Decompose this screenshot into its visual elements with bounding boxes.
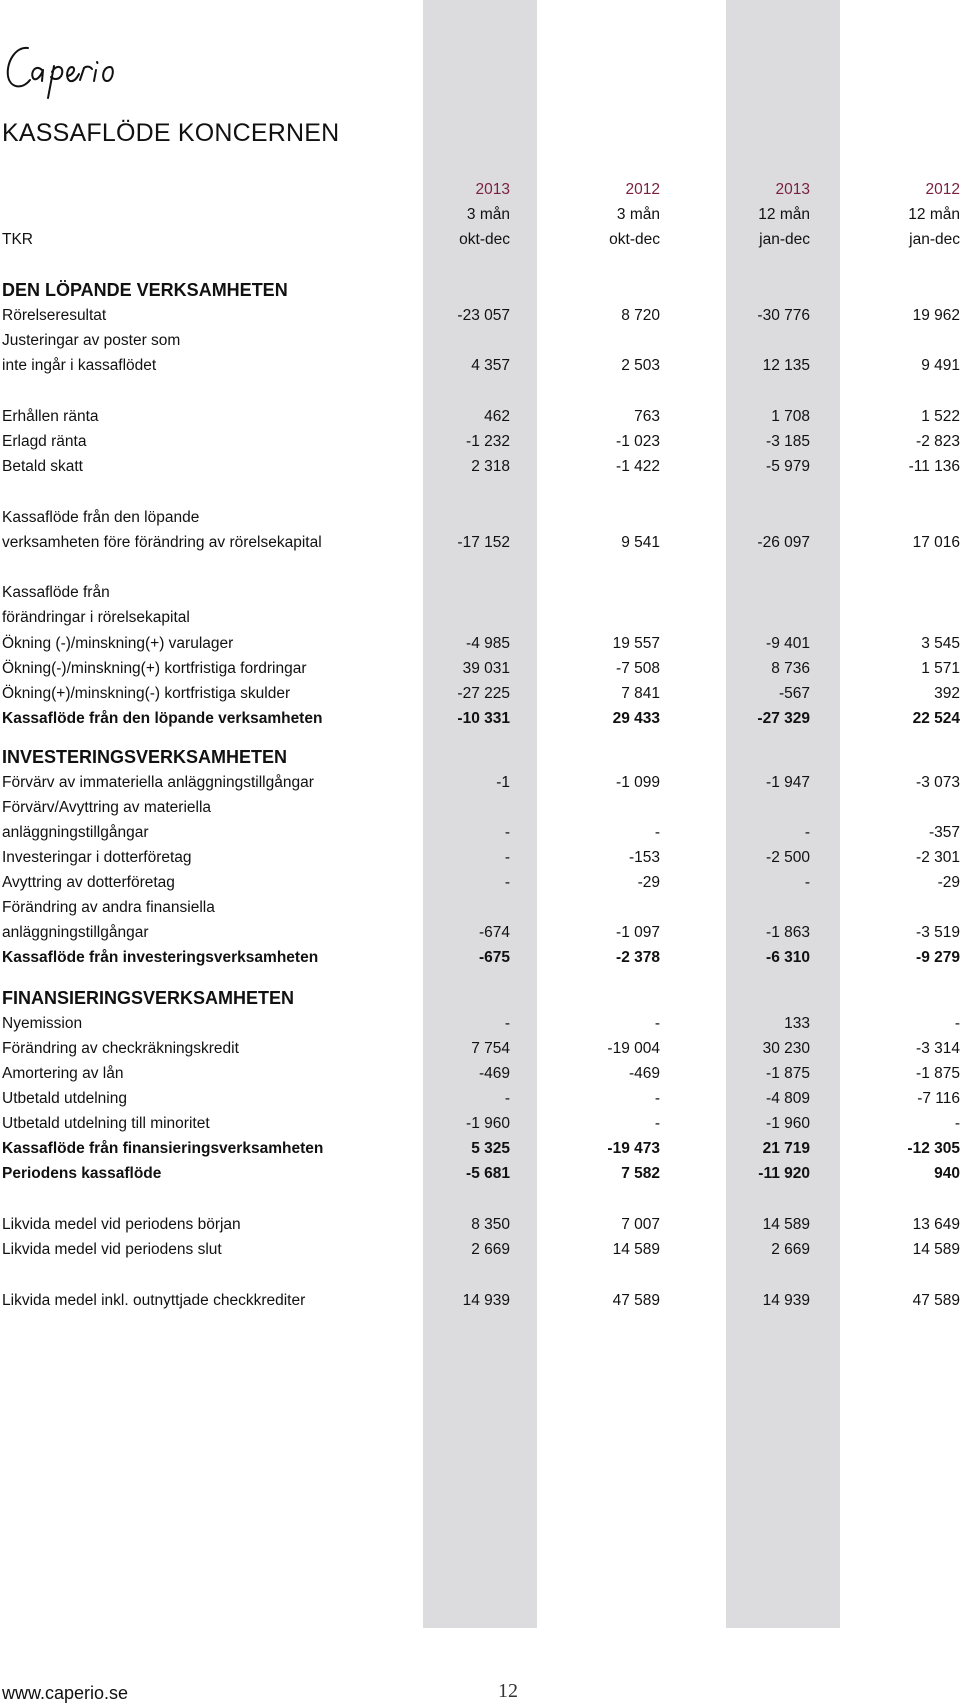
table-row	[0, 405, 960, 430]
row-label: Likvida medel vid periodens början	[2, 1216, 241, 1233]
row-value: -1 422	[616, 458, 660, 475]
section-heading	[0, 279, 960, 304]
table-row	[0, 896, 960, 921]
table-row	[0, 1137, 960, 1162]
row-value: -469	[478, 1065, 510, 1082]
row-label: Ökning(+)/minskning(-) kortfristiga skulder	[2, 685, 291, 702]
row-label: Kassaflöde från investeringsverksamheten	[2, 949, 319, 966]
row-value: -12 305	[907, 1140, 960, 1157]
header-period: okt-dec	[459, 231, 510, 248]
row-value: 392	[934, 685, 960, 702]
table-row	[0, 1062, 960, 1087]
row-label: Kassaflöde från	[2, 584, 110, 601]
row-value: 3 545	[921, 635, 960, 652]
row-value: -5 979	[766, 458, 810, 475]
table-row	[0, 304, 960, 329]
row-value: 39 031	[462, 660, 510, 677]
unit-label: TKR	[2, 231, 33, 248]
row-value: 47 589	[912, 1292, 960, 1309]
row-value: 47 589	[612, 1292, 660, 1309]
row-value: -19 473	[607, 1140, 660, 1157]
table-row	[0, 1112, 960, 1137]
table-row	[0, 946, 960, 971]
row-value: 8 720	[621, 307, 660, 324]
table-row	[0, 1213, 960, 1238]
table-row	[0, 329, 960, 354]
row-value: -27 329	[757, 710, 810, 727]
row-label: Förändring av andra finansiella	[2, 899, 215, 916]
row-label: Kassaflöde från den löpande verksamheten	[2, 710, 323, 727]
row-value: -2 823	[916, 433, 960, 450]
row-value: -1 947	[766, 774, 810, 791]
row-value: 8 350	[471, 1216, 510, 1233]
row-value: 1 708	[771, 408, 810, 425]
row-value: -23 057	[457, 307, 510, 324]
table-row	[0, 1012, 960, 1037]
row-value: 8 736	[771, 660, 810, 677]
row-value: -675	[478, 949, 510, 966]
row-label: Ökning (-)/minskning(+) varulager	[2, 635, 234, 652]
row-label: anläggningstillgångar	[2, 924, 149, 941]
header-months-row	[0, 203, 960, 228]
table-row	[0, 657, 960, 682]
row-value: -	[954, 1015, 960, 1032]
table-row	[0, 796, 960, 821]
row-value: 4 357	[471, 357, 510, 374]
row-value: -1 099	[616, 774, 660, 791]
row-value: -	[504, 1090, 510, 1107]
row-value: 2 669	[771, 1241, 810, 1258]
row-value: -9 279	[916, 949, 960, 966]
table-row	[0, 632, 960, 657]
header-period: jan-dec	[759, 231, 810, 248]
table-row	[0, 1289, 960, 1314]
header-months: 3 mån	[616, 206, 660, 223]
row-value: -1 863	[766, 924, 810, 941]
page-title: KASSAFLÖDE KONCERNEN	[2, 119, 340, 147]
row-value: -	[804, 824, 810, 841]
table-row	[0, 354, 960, 379]
row-label: Rörelseresultat	[2, 307, 107, 324]
row-label: Nyemission	[2, 1015, 83, 1032]
table-row	[0, 1162, 960, 1187]
row-value: 1 571	[921, 660, 960, 677]
header-months: 12 mån	[908, 206, 960, 223]
row-value: -10 331	[457, 710, 510, 727]
row-value: 19 557	[612, 635, 660, 652]
row-value: -17 152	[457, 534, 510, 551]
table-row	[0, 871, 960, 896]
row-value: -30 776	[757, 307, 810, 324]
row-label: Betald skatt	[2, 458, 83, 475]
row-value: -1 960	[766, 1115, 810, 1132]
row-label: Utbetald utdelning till minoritet	[2, 1115, 210, 1132]
row-value: -4 985	[466, 635, 510, 652]
row-label: Kassaflöde från finansieringsverksamheten	[2, 1140, 324, 1157]
row-value: -	[654, 1090, 660, 1107]
row-label: Förvärv av immateriella anläggningstillgångar	[2, 774, 314, 791]
row-value: -	[654, 824, 660, 841]
row-value: 7 007	[621, 1216, 660, 1233]
row-value: -29	[937, 874, 960, 891]
row-value: 17 016	[912, 534, 960, 551]
table-row	[0, 606, 960, 631]
row-value: -3 185	[766, 433, 810, 450]
row-value: -357	[928, 824, 960, 841]
row-value: -1 232	[466, 433, 510, 450]
row-value: 22 524	[912, 710, 960, 727]
row-value: -	[504, 874, 510, 891]
row-value: -6 310	[766, 949, 810, 966]
row-label: Utbetald utdelning	[2, 1090, 127, 1107]
row-value: -4 809	[766, 1090, 810, 1107]
row-label: Justeringar av poster som	[2, 332, 181, 349]
row-value: -	[504, 849, 510, 866]
header-period: jan-dec	[909, 231, 960, 248]
row-label: Kassaflöde från den löpande	[2, 509, 200, 526]
row-value: 2 669	[471, 1241, 510, 1258]
row-value: -7 508	[616, 660, 660, 677]
row-label: Likvida medel vid periodens slut	[2, 1241, 222, 1258]
row-value: 14 939	[462, 1292, 510, 1309]
header-months: 3 mån	[466, 206, 510, 223]
row-value: -1 023	[616, 433, 660, 450]
section-heading	[0, 746, 960, 771]
row-label: anläggningstillgångar	[2, 824, 149, 841]
row-label: INVESTERINGSVERKSAMHETEN	[2, 747, 288, 767]
row-value: -469	[628, 1065, 660, 1082]
table-row	[0, 921, 960, 946]
row-value: 763	[634, 408, 660, 425]
row-value: 7 754	[471, 1040, 510, 1057]
table-row	[0, 581, 960, 606]
table-row	[0, 430, 960, 455]
row-value: 9 491	[921, 357, 960, 374]
table-row	[0, 821, 960, 846]
row-value: -	[654, 1115, 660, 1132]
row-label: FINANSIERINGSVERKSAMHETEN	[2, 988, 295, 1008]
header-year: 2013	[475, 181, 510, 198]
row-value: -2 301	[916, 849, 960, 866]
row-value: -153	[628, 849, 660, 866]
row-value: 13 649	[912, 1216, 960, 1233]
row-value: -674	[478, 924, 510, 941]
row-value: -1 097	[616, 924, 660, 941]
row-value: -5 681	[466, 1165, 510, 1182]
row-value: 21 719	[762, 1140, 810, 1157]
row-value: -	[654, 1015, 660, 1032]
row-label: Förändring av checkräkningskredit	[2, 1040, 239, 1057]
row-label: inte ingår i kassaflödet	[2, 357, 157, 374]
row-value: 7 841	[621, 685, 660, 702]
table-row	[0, 771, 960, 796]
table-row	[0, 682, 960, 707]
header-period: okt-dec	[609, 231, 660, 248]
header-year: 2013	[775, 181, 810, 198]
row-value: 30 230	[762, 1040, 810, 1057]
row-value: 1 522	[921, 408, 960, 425]
row-value: -11 920	[758, 1165, 810, 1182]
caperio-logo	[2, 36, 127, 106]
row-label: Likvida medel inkl. outnyttjade checkkrediter	[2, 1292, 306, 1309]
row-label: Ökning(-)/minskning(+) kortfristiga fordringar	[2, 660, 307, 677]
row-value: -567	[778, 685, 810, 702]
row-value: 133	[784, 1015, 810, 1032]
row-value: -	[804, 874, 810, 891]
table-row	[0, 1087, 960, 1112]
header-years-row	[0, 178, 960, 203]
row-label: Erhållen ränta	[2, 408, 99, 425]
row-label: Erlagd ränta	[2, 433, 87, 450]
row-value: -19 004	[607, 1040, 660, 1057]
header-months: 12 mån	[758, 206, 810, 223]
section-heading	[0, 987, 960, 1012]
row-value: 14 589	[612, 1241, 660, 1258]
row-value: 2 503	[621, 357, 660, 374]
row-value: 462	[484, 408, 510, 425]
row-value: 14 939	[762, 1292, 810, 1309]
row-value: -2 378	[616, 949, 660, 966]
row-value: 9 541	[621, 534, 660, 551]
row-value: 2 318	[471, 458, 510, 475]
row-value: -1 875	[766, 1065, 810, 1082]
row-label: Amortering av lån	[2, 1065, 124, 1082]
row-value: -11 136	[908, 458, 960, 475]
row-value: -9 401	[766, 635, 810, 652]
row-value: 14 589	[912, 1241, 960, 1258]
row-value: -1 960	[466, 1115, 510, 1132]
table-row	[0, 1037, 960, 1062]
row-value: 7 582	[621, 1165, 660, 1182]
table-row	[0, 846, 960, 871]
header-year: 2012	[625, 181, 660, 198]
row-value: -27 225	[457, 685, 510, 702]
row-value: -2 500	[766, 849, 810, 866]
row-value: -	[504, 824, 510, 841]
row-value: 19 962	[912, 307, 960, 324]
row-label: DEN LÖPANDE VERKSAMHETEN	[2, 280, 288, 300]
row-value: -29	[637, 874, 660, 891]
row-value: 5 325	[471, 1140, 510, 1157]
row-value: -26 097	[757, 534, 810, 551]
header-periods-row	[0, 228, 960, 253]
row-value: 14 589	[762, 1216, 810, 1233]
row-value: -3 314	[916, 1040, 960, 1057]
page-number: 12	[498, 1680, 518, 1702]
row-value: 940	[934, 1165, 960, 1182]
row-value: 12 135	[762, 357, 810, 374]
row-value: -	[504, 1015, 510, 1032]
row-value: 29 433	[612, 710, 660, 727]
footer-url[interactable]: www.caperio.se	[2, 1683, 129, 1703]
table-row	[0, 1238, 960, 1263]
table-row	[0, 455, 960, 480]
row-label: Förvärv/Avyttring av materiella	[2, 799, 212, 816]
header-year: 2012	[925, 181, 960, 198]
row-label: Periodens kassaflöde	[2, 1165, 162, 1182]
row-value: -3 519	[916, 924, 960, 941]
row-label: Investeringar i dotterföretag	[2, 849, 192, 866]
table-row	[0, 531, 960, 556]
row-label: Avyttring av dotterföretag	[2, 874, 175, 891]
row-label: förändringar i rörelsekapital	[2, 609, 190, 626]
row-value: -3 073	[916, 774, 960, 791]
row-label: verksamheten före förändring av rörelsekapital	[2, 534, 322, 551]
row-value: -1	[496, 774, 510, 791]
table-row	[0, 506, 960, 531]
row-value: -	[954, 1115, 960, 1132]
row-value: -1 875	[916, 1065, 960, 1082]
table-row	[0, 707, 960, 732]
row-value: -7 116	[917, 1090, 960, 1107]
